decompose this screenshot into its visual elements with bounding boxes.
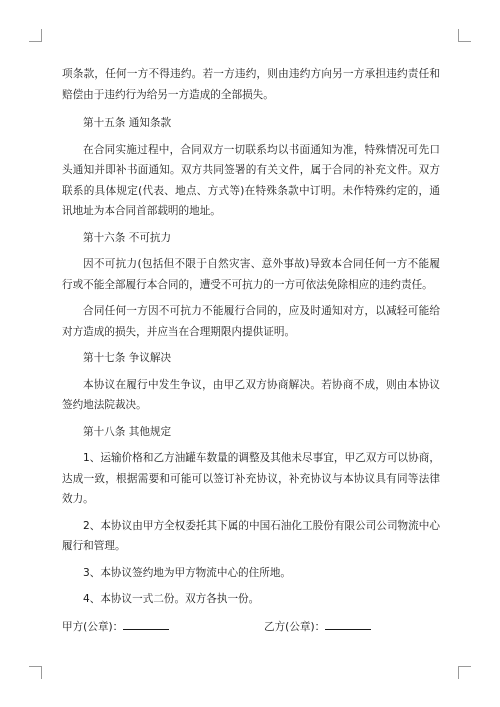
party-a-label: 甲方(公章)：	[62, 620, 124, 633]
party-a-blank	[123, 616, 169, 630]
section-15-title: 第十五条 通知条款	[83, 117, 172, 129]
section-15-body: 在合同实施过程中，合同双方一切联系均以书面通知为准，特殊情况可先口头通知并即补书面通知。双方共同签署的有关文件，属于合同的补充文件。双方联系的具体规定(代表、地点、方式等)在特殊条款中订明。未作特殊约定的，通讯地址为本合同首部载明的地址。	[62, 143, 440, 217]
section-18-item-1: 1、运输价格和乙方油罐车数量的调整及其他未尽事宜，甲乙双方可以协商，达成一致，根据需要和可能可以签订补充协议，补充协议与本协议具有同等法律效力。	[62, 452, 440, 505]
party-b-blank	[325, 616, 371, 630]
section-16-title: 第十六条 不可抗力	[83, 231, 172, 244]
crop-mark-bottom-right	[458, 666, 471, 667]
crop-mark-bottom-left	[41, 666, 42, 679]
crop-mark-top-right	[458, 29, 459, 42]
signature-row	[62, 616, 440, 636]
party-b-signature	[264, 616, 371, 638]
paragraph-continuation: 项条款，任何一方不得违约。若一方违约，则由违约方向另一方承担违约责任和赔偿由于违约行为给另一方造成的全部损失。	[62, 68, 440, 101]
section-18-item-4: 4、本协议一式二份。双方各执一份。	[83, 593, 260, 605]
section-17-body: 本协议在履行中发生争议，由甲乙双方协商解决。若协商不成，则由本协议签约地法院裁决。	[62, 378, 440, 411]
section-18-title: 第十八条 其他规定	[83, 425, 172, 438]
crop-mark-top-right	[458, 41, 471, 42]
crop-mark-bottom-right	[458, 666, 459, 679]
section-16-body-1: 因不可抗力(包括但不限于自然灾害、意外事故)导致本合同任何一方不能履行或不能全部履行本合同的，遭受不可抗力的一方可依法免除相应的违约责任。	[62, 258, 440, 291]
crop-mark-top-left	[41, 29, 42, 42]
section-16-body-2: 合同任何一方因不可抗力不能履行合同的，应及时通知对方，以减轻可能给对方造成的损失，并应当在合理期限内提供证明。	[62, 305, 440, 338]
section-18-item-3: 3、本协议签约地为甲方物流中心的住所地。	[83, 566, 292, 579]
section-17-title: 第十七条 争议解决	[83, 352, 172, 364]
document-body	[62, 64, 440, 636]
party-a-signature	[62, 616, 169, 638]
party-b-label: 乙方(公章)：	[264, 620, 326, 633]
section-18-item-2: 2、本协议由甲方全权委托其下属的中国石油化工股份有限公司公司物流中心履行和管理。	[62, 519, 440, 552]
